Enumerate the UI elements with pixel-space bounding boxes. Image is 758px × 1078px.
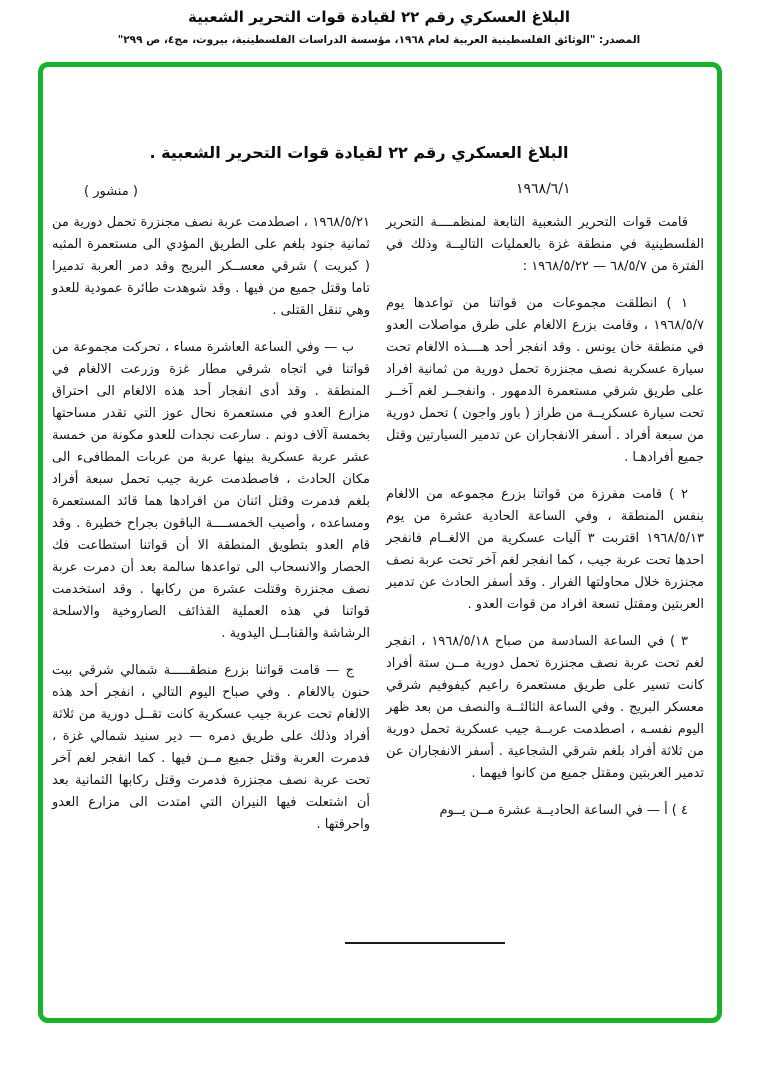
bottom-separator-rule: [345, 942, 505, 944]
paragraph: قامت قوات التحرير الشعبية التابعة لمنظمــــة التحرير الفلسطينية في منطقة غزة بالعمليات التاليــة وذلك في الفترة من ٦٨/٥/٧ — ١٩٦٨/٥/٢٢ :: [386, 215, 704, 274]
left-text-column: [52, 212, 370, 851]
document-date: ١٩٦٨/٦/١: [516, 181, 571, 197]
paragraph: ج — قامت قواتنا بزرع منطقـــــة شمالي شرقي بيت حنون بالالغام . وفي صباح اليوم التالي ، انفجر أحد هذه الالغام تحت عربة جيب عسكرية كانت تقــل دورية من ثلاثة أفراد وذلك على طريق دمره — دير سنيد شمالي غزة ، فدمرت العربة وقتل جميع مــن فيها . كما انفجر لغم آخر تحت عربة نصف مجنزرة فدمرت وقتل ركابها الثمانية بعد أن اشتعلت فيها النيران التي امتدت الى مزارع العدو واحرقتها .: [52, 663, 370, 832]
page-header-source-line: المصدر: "الوثائق الفلسطينية العربية لعام ١٩٦٨، مؤسسة الدراسات الفلسطينية، بيروت، مج٤، ص ٢٩٩": [117, 34, 641, 46]
paragraph: ١٩٦٨/٥/٢١ ، اصطدمت عربة نصف مجنزرة تحمل دورية من ثمانية جنود بلغم على الطريق المؤدي الى مستعمرة المثبه ( كبريت ) شرقي معســكر البريج وقد دمر العربة تدميرا تاما وقتل جميع من فيها . وقد شوهدت طائرة عمودية للعدو وهي تنقل القتلى .: [52, 215, 370, 318]
document-title: البلاغ العسكري رقم ٢٢ لقيادة قوات التحرير الشعبية .: [149, 143, 569, 162]
page-header-title: البلاغ العسكري رقم ٢٢ لقيادة قوات التحرير الشعبية: [188, 8, 570, 26]
two-column-text-block: [52, 212, 704, 851]
paragraph: ب — وفي الساعة العاشرة مساء ، تحركت مجموعة من قواتنا في اتجاه شرقي مطار غزة وزرعت الالغام في المنطقة . وقد أدى انفجار أحد هذه الالغام الى احتراق مزارع العدو في مستعمرة نحال عوز التي تقدر مساحتها بخمسة آلاف دونم . سارعت نجدات للعدو مكونة من خمسة عشر عربة عسكرية بينها عربة من عربات المطافىء الى مكان الحادث ، فاصطدمت عربة جيب تحمل سبعة أفراد بلغم فدمرت وقتل اثنان من افرادها هما قائد المستعمرة ومساعده ، وأصيب الخمســــة الباقون بجراح خطيرة . وقد قام العدو بتطويق المنطقة الا أن قواتنا استطاعت فك الحصار والانسحاب الى تواعدها سالمة بعد أن دمرت عربة نصف مجنزرة وقتلت عشرة من ركابها . وقد استخدمت قواتنا في هذه العملية القذائف الصاروخية والاسلحة الرشاشة والقنابــل اليدوية .: [52, 340, 370, 641]
paragraph: ٢ ) قامت مفرزة من قواتنا بزرع مجموعه من الالغام بنفس المنطقة ، وفي الساعة الحادية عشرة من يوم ١٩٦٨/٥/١٣ اقتربت ٣ آليات عسكرية من الالغــام فانفجر احدها تحت عربة جيب ، كما انفجر لغم آخر تحت عربة نصف مجنزرة خلال محاولتها الفرار . وقد أسفر الحادث عن تدمير العربتين ومقتل تسعة افراد من قوات العدو .: [386, 487, 704, 612]
right-text-column: [386, 212, 704, 851]
publication-note: ( منشور ): [84, 184, 138, 199]
paragraph: ١ ) انطلقت مجموعات من قواتنا من تواعدها يوم ١٩٦٨/٥/٧ ، وقامت بزرع الالغام على طرق مواصلات العدو في منطقة خان يونس . وقد انفجر أحد هــــذه الالغام تحت سيارة عسكرية نصف مجنزرة تحمل دورية من ثمانية افراد على طريق شرقي مستعمرة الدمهور . وانفجــر لغم آخــر تحت سيارة عسكريــة من طراز ( باور واجون ) تحمل دورية من سبعة أفراد . أسفر الانفجاران عن تدمير السيارتين وقتل جميع أفرادهـا .: [386, 296, 704, 465]
paragraph: ٤ ) أ — في الساعة الحاديــة عشرة مــن يــوم: [439, 803, 688, 818]
paragraph: ٣ ) في الساعة السادسة من صباح ١٩٦٨/٥/١٨ ، انفجر لغم تحت عربة نصف مجنزرة تحمل دورية مــن ستة أفراد كانت تسير على طريق مستعمرة راعيم كيفوفيم شرقي معسكر البريج . وفي الساعة الثالثــة والنصف من بعد ظهر اليوم نفسـه ، اصطدمت عربــة جيب عسكرية تحمل دورية من ثلاثة أفراد بلغم شرقي الشجاعية . أسفر الانفجاران عن تدمير العربتين ومقتل جميع من كانوا فيهما .: [386, 634, 704, 781]
